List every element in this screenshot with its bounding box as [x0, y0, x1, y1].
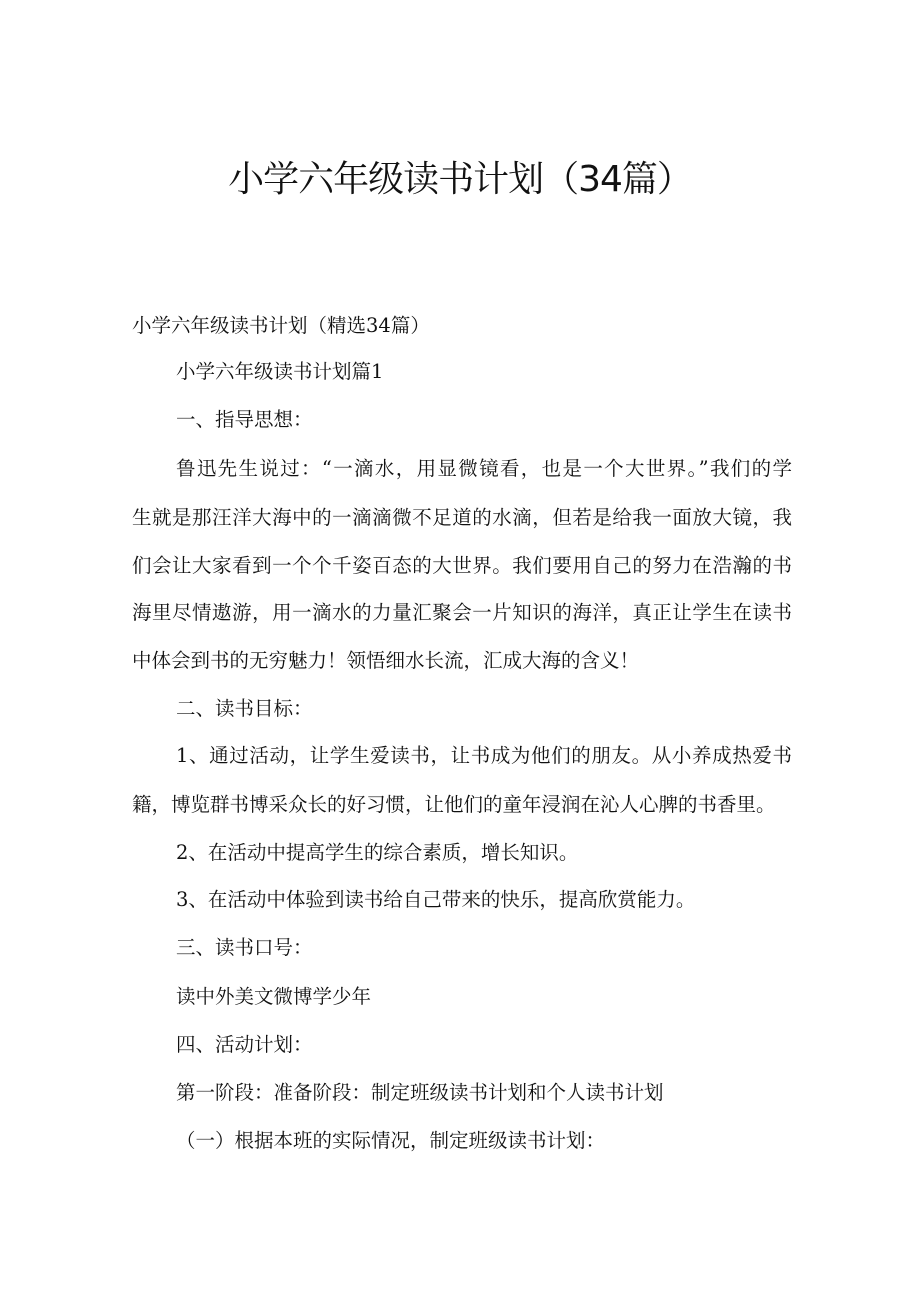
section-heading: 小学六年级读书计划篇1: [176, 360, 384, 383]
goal-item-3: 3、在活动中体验到读书给自己带来的快乐，提高欣赏能力。: [176, 888, 696, 911]
heading-reading-goals: 二、读书目标：: [176, 697, 313, 720]
paragraph-line: 鲁迅先生说过：“一滴水，用显微镜看，也是一个大世界。”我们的学: [176, 457, 792, 480]
heading-reading-slogan: 三、读书口号：: [176, 936, 313, 959]
paragraph-line: 海里尽情遨游，用一滴水的力量汇聚会一片知识的海洋，真正让学生在读书: [132, 601, 792, 624]
document-title: 小学六年级读书计划（34篇）: [228, 159, 692, 200]
document-subtitle: 小学六年级读书计划（精选34篇）: [132, 314, 430, 337]
stage-one-item: （一）根据本班的实际情况，制定班级读书计划：: [176, 1129, 606, 1152]
heading-guiding-ideology: 一、指导思想：: [176, 408, 313, 431]
stage-one: 第一阶段：准备阶段：制定班级读书计划和个人读书计划: [176, 1081, 664, 1104]
paragraph-line: 籍，博览群书博采众长的好习惯，让他们的童年浸润在沁人心脾的书香里。: [132, 793, 776, 816]
paragraph-line: 中体会到书的无穷魅力！领悟细水长流，汇成大海的含义！: [132, 649, 640, 672]
paragraph-line: 1、通过活动，让学生爱读书，让书成为他们的朋友。从小养成热爱书: [176, 744, 792, 767]
heading-activity-plan: 四、活动计划：: [176, 1033, 313, 1056]
reading-slogan: 读中外美文微博学少年: [176, 985, 372, 1008]
paragraph-line: 们会让大家看到一个个千姿百态的大世界。我们要用自己的努力在浩瀚的书: [132, 554, 792, 577]
goal-item-2: 2、在活动中提高学生的综合素质，增长知识。: [176, 841, 579, 864]
paragraph-line: 生就是那汪洋大海中的一滴滴微不足道的水滴，但若是给我一面放大镜，我: [132, 506, 792, 529]
